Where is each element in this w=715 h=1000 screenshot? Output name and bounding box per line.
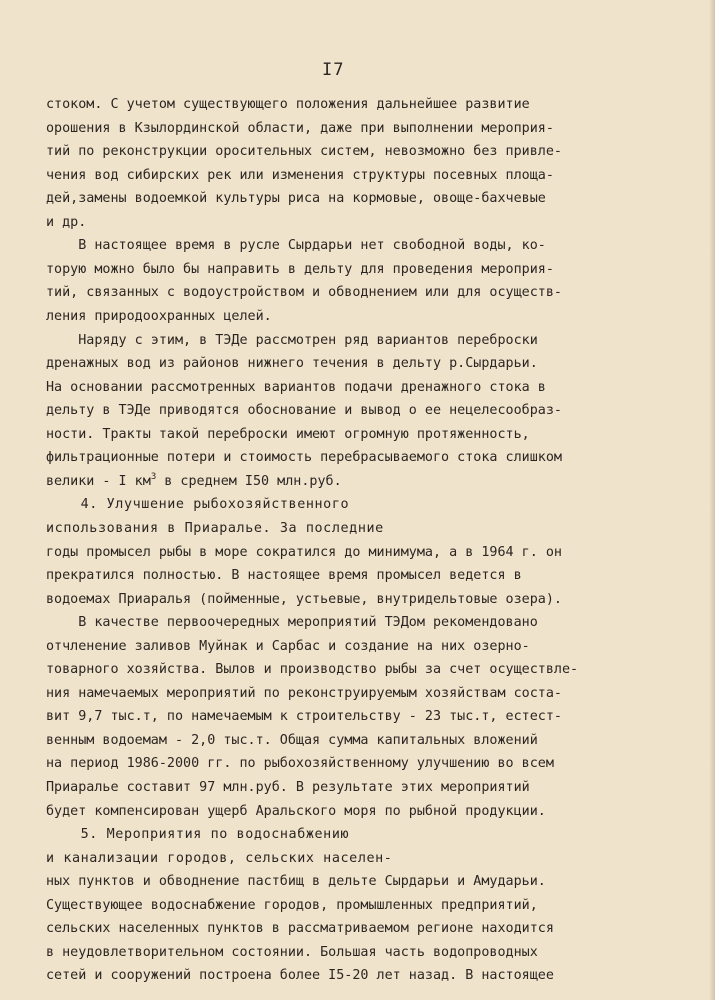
text-line: ности. Тракты такой переброски имеют огромную протяженность, bbox=[46, 426, 530, 442]
text-line: Существующее водоснабжение городов, промышленных предприятий, bbox=[46, 897, 538, 913]
text-line: Наряду с этим, в ТЭДе рассмотрен ряд вариантов переброски bbox=[46, 332, 538, 348]
section-heading-5: 5. Мероприятия по водоснабжению bbox=[46, 827, 350, 843]
text-line-end: в среднем I50 млн.руб. bbox=[156, 473, 342, 489]
section-heading-4: 4. Улучшение рыбохозяйственного bbox=[46, 497, 350, 513]
text-line: дельту в ТЭДе приводятся обоснование и вывод о ее нецелесообраз- bbox=[46, 403, 562, 419]
text-line-start: велики - I км bbox=[46, 473, 151, 489]
text-line: будет компенсирован ущерб Аральского моря по рыбной продукции. bbox=[46, 803, 546, 819]
text-line: В качестве первоочередных мероприятий ТЭДом рекомендовано bbox=[46, 615, 538, 631]
text-line: чения вод сибирских рек или изменения структуры посевных площа- bbox=[46, 167, 554, 183]
text-line-with-superscript bbox=[46, 473, 342, 491]
superscript-3: 3 bbox=[150, 471, 157, 482]
text-line: На основании рассмотренных вариантов подачи дренажного стока в bbox=[46, 379, 546, 395]
text-line: дренажных вод из районов нижнего течения в дельту р.Сырдарьи. bbox=[46, 356, 538, 372]
text-line: В настоящее время в русле Сырдарьи нет свободной воды, ко- bbox=[46, 238, 546, 254]
text-line: ных пунктов и обводнение пастбищ в дельте Сырдарьи и Амударьи. bbox=[46, 874, 546, 890]
text-line: прекратился полностью. В настоящее время промысел ведется в bbox=[46, 568, 522, 583]
text-line: ления природоохранных целей. bbox=[46, 309, 272, 324]
text-line: ния намечаемых мероприятий по реконструируемым хозяйствам соста- bbox=[46, 685, 562, 701]
text-line: Приаралье составит 97 млн.руб. В результате этих мероприятий bbox=[46, 780, 530, 795]
text-line: тий по реконструкции оросительных систем, невозможно без привле- bbox=[46, 144, 562, 160]
text-line: в неудовлетворительном состоянии. Большая часть водопроводных bbox=[46, 944, 538, 960]
text-line: орошения в Кзылординской области, даже при выполнении мероприя- bbox=[46, 120, 554, 136]
section-heading-5-cont: и канализации городов, сельских населен- bbox=[46, 850, 393, 866]
text-line: торую можно было бы направить в дельту для проведения мероприя- bbox=[46, 261, 554, 277]
text-line: фильтрационные потери и стоимость перебрасываемого стока слишком bbox=[46, 450, 562, 466]
text-line: водоемах Приаралья (пойменные, устьевые, внутридельтовые озера). bbox=[46, 591, 562, 607]
text-line: вит 9,7 тыс.т, по намечаемым к строительству - 23 тыс.т, естест- bbox=[46, 709, 562, 725]
text-line: и др. bbox=[46, 214, 87, 230]
text-line: дей,замены водоемкой культуры риса на кормовые, овоще-бахчевые bbox=[46, 191, 546, 207]
text-line: венным водоемам - 2,0 тыс.т. Общая сумма капитальных вложений bbox=[46, 732, 538, 748]
text-line: сельских населенных пунктов в рассматриваемом регионе находится bbox=[46, 921, 554, 937]
text-line: годы промысел рыбы в море сократился до минимума, а в 1964 г. он bbox=[46, 544, 562, 560]
text-line: сетей и сооружений построена более I5-20 лет назад. В настоящее bbox=[46, 968, 554, 984]
section-heading-4-cont: использования в Приаралье. За последние bbox=[46, 520, 384, 536]
text-line: стоком. С учетом существующего положения дальнейшее развитие bbox=[46, 97, 530, 112]
text-line: товарного хозяйства. Вылов и производство рыбы за счет осуществле- bbox=[46, 662, 579, 678]
page-edge-shadow bbox=[709, 0, 715, 1000]
text-line: тий, связанных с водоустройством и обводнением или для осуществ- bbox=[46, 285, 562, 301]
text-line: отчленение заливов Муйнак и Сарбас и создание на них озерно- bbox=[46, 638, 530, 654]
text-line: на период 1986-2000 гг. по рыбохозяйственному улучшению во всем bbox=[46, 756, 554, 772]
page-number: I7 bbox=[322, 60, 345, 80]
